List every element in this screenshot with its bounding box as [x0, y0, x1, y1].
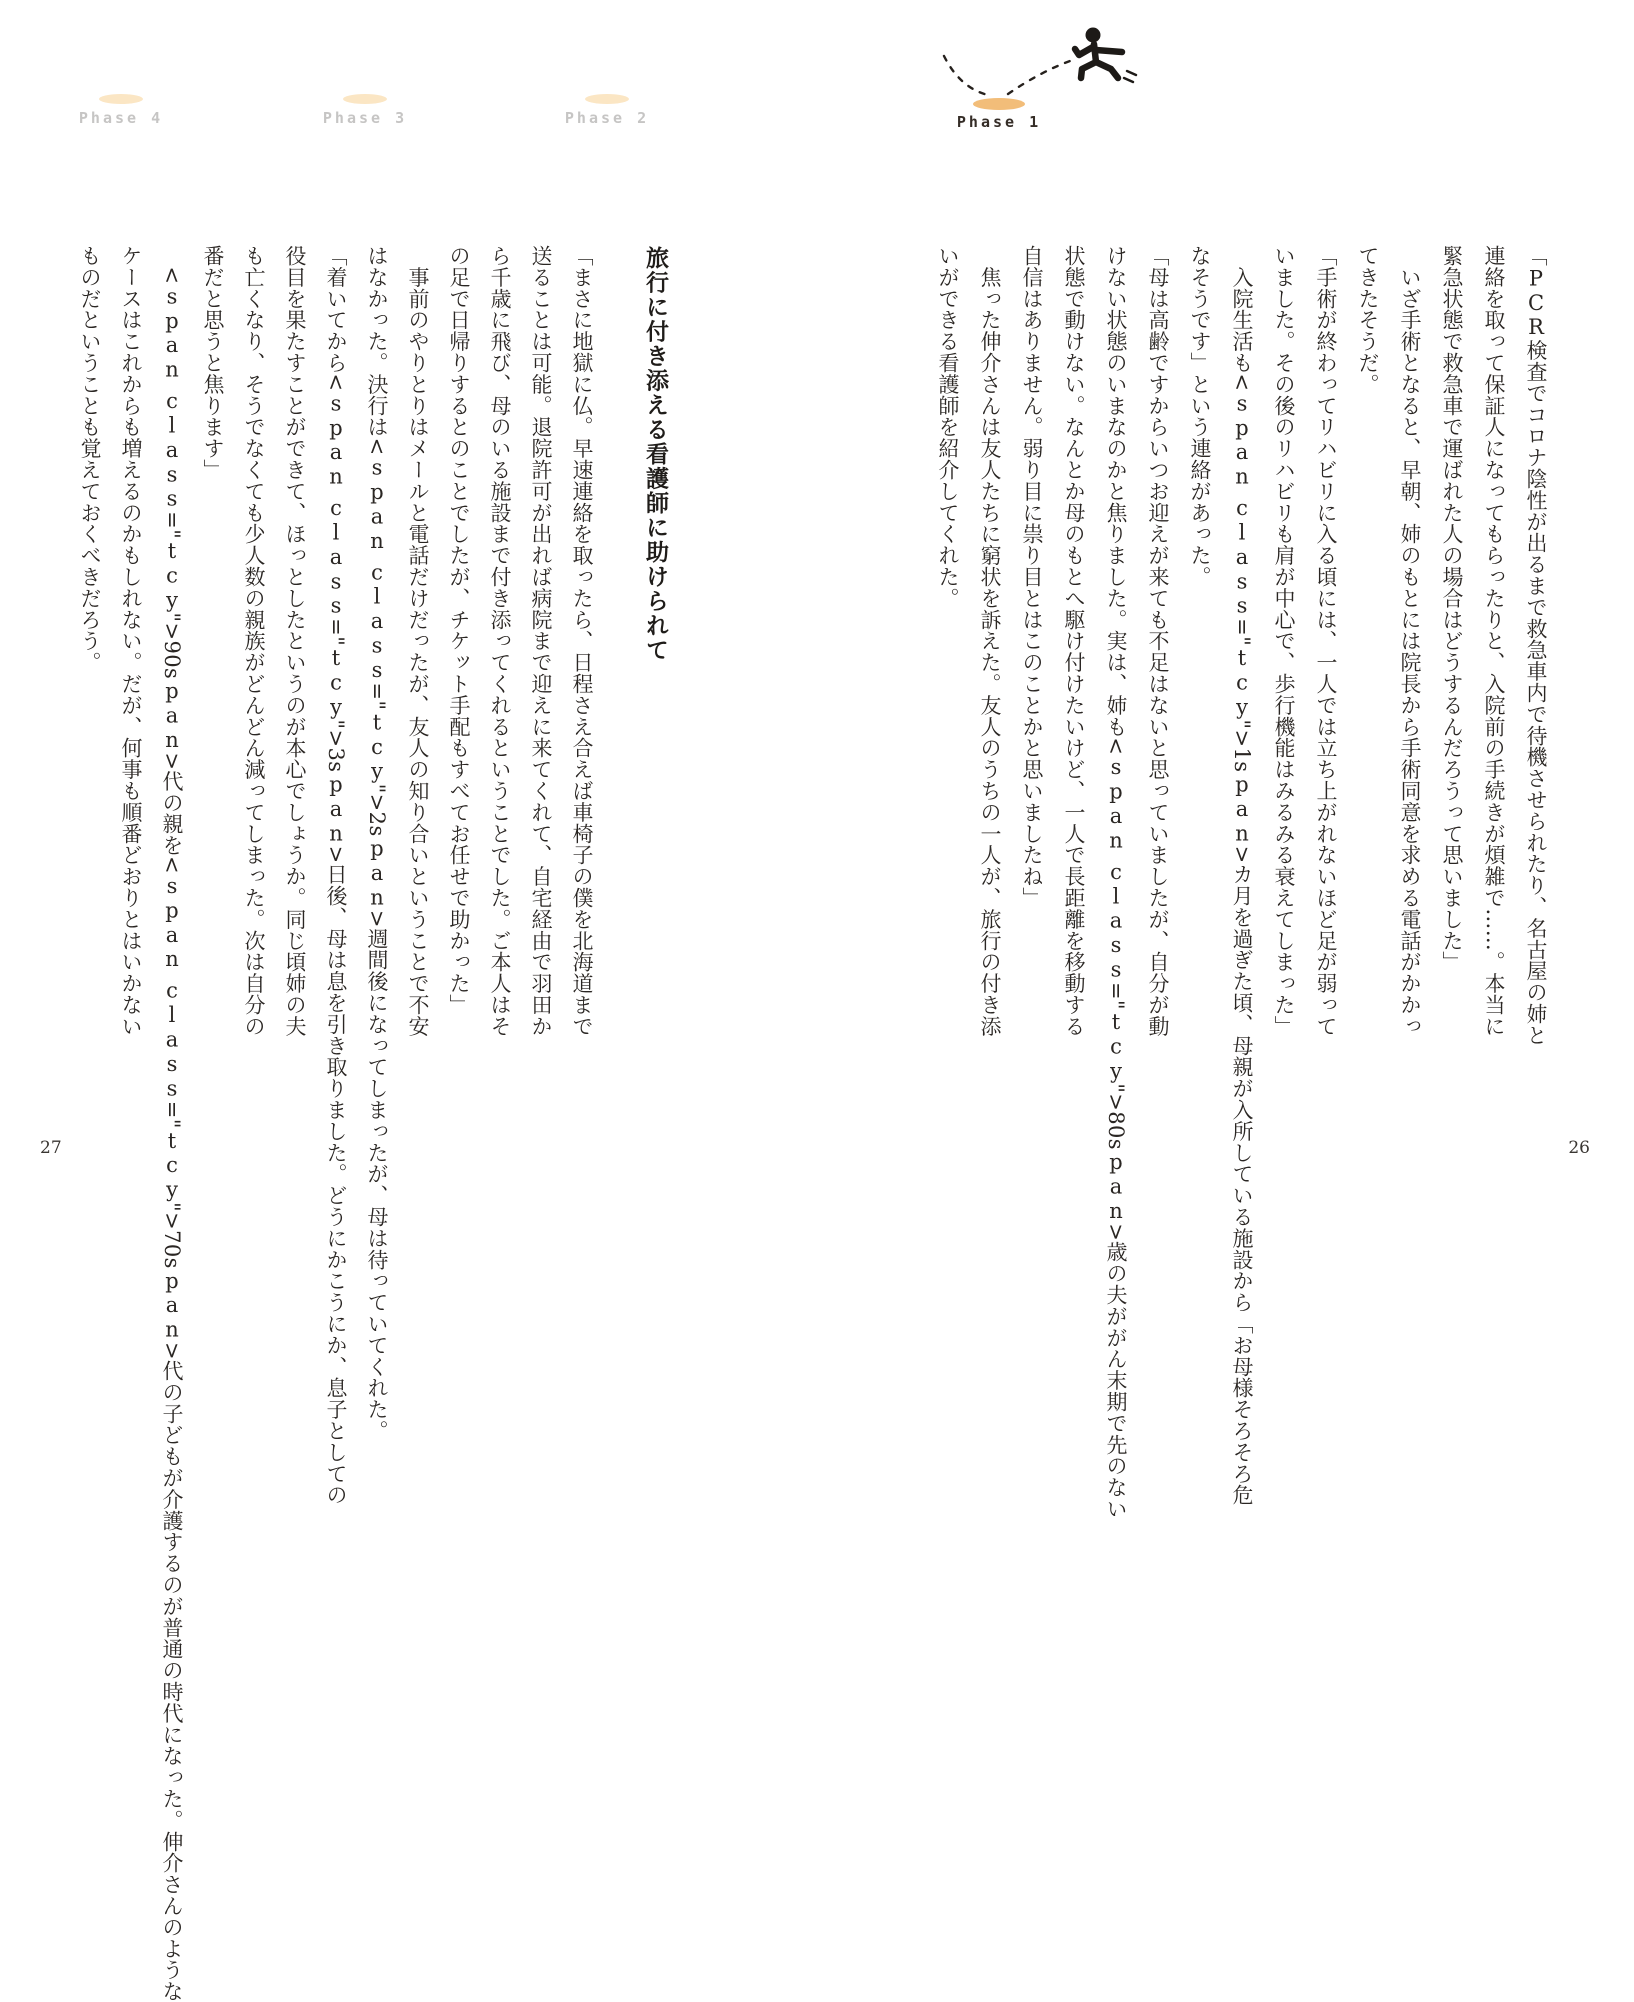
text-column: 「母は高齢ですからいつお迎えが来ても不足はないと思っていましたが、自分が動: [1146, 245, 1170, 1037]
text-column: 連絡を取って保証人になってもらったりと、入院前の手続きが煩雑で……。本当に: [1482, 245, 1506, 1037]
text-column: 「PCR検査でコロナ陰性が出るまで救急車内で待機させられたり、名古屋の姉と: [1524, 245, 1548, 1046]
section-heading: 旅行に付き添える看護師に助けられて: [642, 246, 668, 663]
text-column: ケースはこれからも増えるのかもしれない。だが、何事も順番どおりとはいかない: [119, 245, 143, 1037]
page-27-body-text: [69, 245, 602, 2002]
text-column: 「まさに地獄に仏。早速連絡を取ったら、日程さえ合えば車椅子の僕を北海道まで: [570, 245, 594, 1037]
page-number-27: 27: [40, 1138, 62, 1158]
text-column: ものだということも覚えておくべきだろう。: [78, 245, 102, 673]
phase-pad-icon: [585, 94, 629, 104]
text-column: 緊急状態で救急車で運ばれた人の場合はどうするんだろうって思いました」: [1440, 245, 1464, 973]
runner-glyph: [1075, 28, 1136, 83]
text-column: も亡くなり、そうでなくても少人数の親族がどんどん減ってしまった。次は自分の: [242, 245, 266, 1037]
phase-label: Phase 3: [322, 109, 408, 127]
page-26-body-text: [927, 245, 1557, 1520]
text-column: 状態で動けない。なんとか母のもとへ駆け付けたいけど、一人で長距離を移動する: [1062, 245, 1086, 1037]
text-column: はなかった。決行は<span class="tcy">2span>週間後になってしまったが、母は待っていてくれた。: [365, 245, 389, 1442]
phase-pad-icon: [343, 94, 387, 104]
phase-label: Phase 2: [564, 109, 650, 127]
text-column: の足で日帰りするとのことでしたが、チケット手配もすべてお任せで助かった」: [447, 245, 471, 1016]
phase-label: Phase 4: [78, 109, 164, 127]
text-column: なそうです」という連絡があった。: [1188, 245, 1212, 588]
jumping-figure-icon: [930, 14, 1142, 114]
text-column: 入院生活も<span class="tcy">1span>カ月を過ぎた頃、母親が入所している施設から「お母様そろそろ危: [1230, 245, 1254, 1506]
text-column: 事前のやりとりはメールと電話だけだったが、友人の知り合いということで不安: [406, 245, 430, 1037]
text-column: てきたそうだ。: [1356, 245, 1380, 395]
text-column: <span class="tcy">90span>代の親を<span class="tcy">70span>代の子どもが介護するのが普通の時代になった。伸介さんのような: [160, 245, 184, 2002]
bounce-arc-left: [944, 56, 988, 95]
text-column: 役目を果たすことができて、ほっとしたというのが本心でしょうか。同じ頃姉の夫: [283, 245, 307, 1037]
text-column: 「手術が終わってリハビリに入る頃には、一人では立ち上がれないほど足が弱って: [1314, 245, 1338, 1037]
bounce-arc-right: [1008, 61, 1070, 94]
text-column: 「着いてから<span class="tcy">3span>日後、母は息を引き取りました。どうにかこうにか、息子としての: [324, 245, 348, 1506]
text-column: 送ることは可能。退院許可が出れば病院まで迎えに来てくれて、自宅経由で羽田か: [529, 245, 553, 1037]
text-column: 番だと思うと焦ります」: [201, 245, 225, 481]
page-number-26: 26: [1568, 1138, 1590, 1158]
text-column: けない状態のいまなのかと焦りました。実は、姉も<span class="tcy">80span>歳の夫ががん末期で先のない: [1104, 245, 1128, 1520]
text-column: 自信はありません。弱り目に祟り目とはこのことかと思いましたね」: [1020, 245, 1044, 909]
phase-label: Phase 1: [956, 113, 1042, 131]
text-column: いざ手術となると、早朝、姉のもとには院長から手術同意を求める電話がかかっ: [1398, 245, 1422, 1037]
text-column: ら千歳に飛び、母のいる施設まで付き添ってくれるということでした。ご本人はそ: [488, 245, 512, 1037]
text-column: 焦った伸介さんは友人たちに窮状を訴えた。友人のうちの一人が、旅行の付き添: [978, 245, 1002, 1037]
text-column: いができる看護師を紹介してくれた。: [936, 245, 960, 609]
text-column: いました。その後のリハビリも肩が中心で、歩行機能はみるみる衰えてしまった」: [1272, 245, 1296, 1037]
phase-pad-icon: [99, 94, 143, 104]
